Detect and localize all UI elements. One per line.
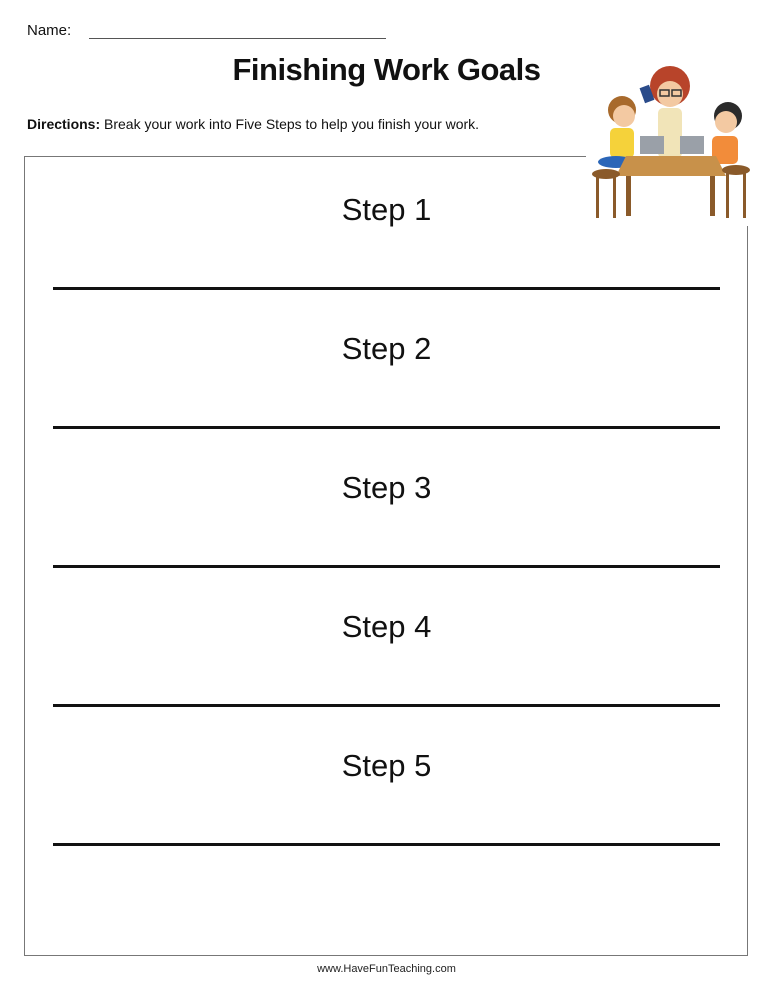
directions-label: Directions: [27, 116, 101, 132]
step-4-label: Step 4 [341, 609, 432, 644]
worksheet-box [24, 156, 748, 956]
step-5-answer-line[interactable] [53, 843, 720, 846]
name-line[interactable] [89, 38, 386, 39]
step-1-answer-line[interactable] [53, 287, 720, 290]
directions-text: Break your work into Five Steps to help you finish your work. [100, 116, 480, 132]
directions [27, 116, 479, 132]
name-label: Name: [27, 22, 72, 39]
step-3-label: Step 3 [341, 470, 432, 505]
kids-illustration-icon [586, 56, 752, 226]
step-5-label: Step 5 [341, 748, 432, 783]
step-3-answer-line[interactable] [53, 565, 720, 568]
step-1-label: Step 1 [341, 192, 432, 227]
step-2-answer-line[interactable] [53, 426, 720, 429]
footer-website: www.HaveFunTeaching.com [317, 963, 456, 975]
step-4-answer-line[interactable] [53, 704, 720, 707]
step-2-label: Step 2 [341, 331, 432, 366]
page-title: Finishing Work Goals [232, 52, 541, 87]
